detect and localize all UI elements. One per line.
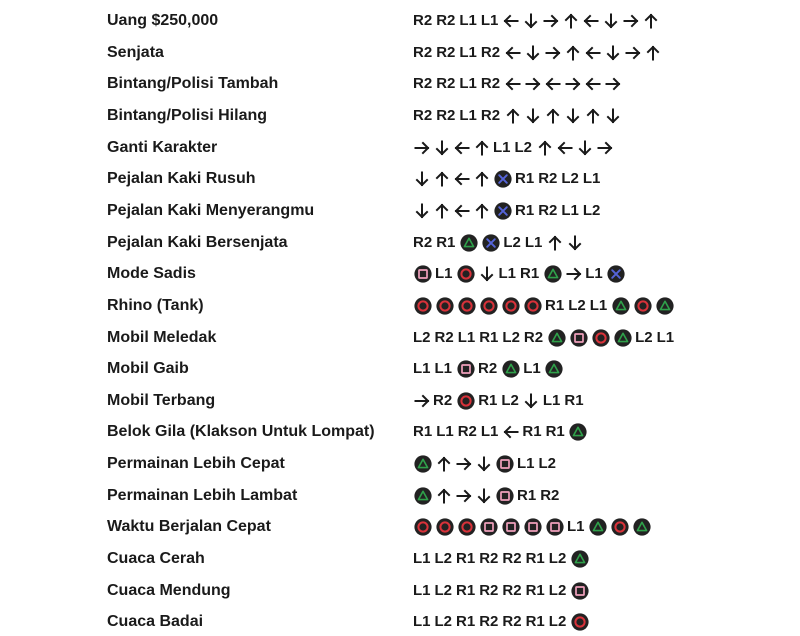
cheat-name: Pejalan Kaki Menyerangmu	[107, 201, 315, 219]
circle-button-icon	[456, 391, 475, 410]
square-button-icon	[456, 360, 475, 379]
shoulder-button-label: R2	[480, 106, 501, 124]
arrow-up-icon	[562, 12, 579, 30]
cheat-name: Cuaca Cerah	[107, 550, 205, 568]
cross-button-icon	[481, 233, 500, 252]
circle-button-icon	[457, 518, 476, 537]
arrow-left-icon	[504, 75, 521, 93]
shoulder-button-label: R2	[433, 391, 453, 409]
circle-button-icon	[570, 613, 589, 632]
arrow-down-icon	[475, 487, 492, 505]
cheat-code	[413, 484, 563, 508]
cross-button-icon	[493, 201, 512, 220]
shoulder-button-label: R1	[517, 486, 537, 504]
shoulder-button-label: L1	[585, 265, 603, 283]
shoulder-button-label: L1	[493, 138, 511, 156]
cheat-name: Ganti Karakter	[107, 138, 218, 156]
cheat-name: Pejalan Kaki Rusuh	[107, 170, 256, 188]
circle-button-icon	[435, 296, 454, 315]
triangle-button-icon	[589, 518, 608, 537]
shoulder-button-label: R1	[545, 296, 565, 314]
shoulder-button-label: R2	[538, 201, 558, 219]
triangle-button-icon	[613, 328, 632, 347]
arrow-right-icon	[413, 392, 430, 410]
arrow-left-icon	[453, 170, 470, 188]
cheat-code	[413, 389, 588, 413]
shoulder-button-label: L2	[434, 613, 453, 631]
cheat-row	[0, 577, 800, 605]
arrow-down-icon	[413, 202, 430, 220]
shoulder-button-label: L2	[548, 613, 567, 631]
cheat-row	[0, 513, 800, 541]
shoulder-button-label: R2	[502, 613, 522, 631]
shoulder-button-label: L1	[582, 170, 601, 188]
cheat-code	[413, 231, 586, 255]
shoulder-button-label: L1	[435, 265, 453, 283]
shoulder-button-label: L1	[517, 455, 535, 473]
arrow-right-icon	[624, 44, 641, 62]
cheat-code	[413, 579, 592, 603]
arrow-down-icon	[522, 12, 539, 30]
cheat-row	[0, 102, 800, 130]
circle-button-icon	[457, 296, 476, 315]
arrow-right-icon	[622, 12, 639, 30]
arrow-up-icon	[504, 107, 521, 125]
arrow-up-icon	[433, 170, 450, 188]
shoulder-button-label: L2	[413, 328, 431, 346]
cheat-name: Pejalan Kaki Bersenjata	[107, 233, 288, 251]
cheat-row	[0, 260, 800, 288]
arrow-down-icon	[479, 265, 496, 283]
triangle-button-icon	[501, 360, 520, 379]
cheat-name: Mobil Meledak	[107, 328, 217, 346]
shoulder-button-label: R2	[436, 106, 456, 124]
square-button-icon	[545, 518, 564, 537]
shoulder-button-label: R2	[523, 328, 544, 346]
shoulder-button-label: R1	[520, 265, 540, 283]
arrow-down-icon	[564, 107, 581, 125]
arrow-up-icon	[546, 234, 563, 252]
shoulder-button-label: R1	[545, 423, 565, 441]
cheat-name: Uang $250,000	[107, 12, 219, 29]
cheat-name: Mobil Terbang	[107, 391, 216, 409]
shoulder-button-label: R2	[413, 233, 433, 251]
triangle-button-icon	[413, 486, 432, 505]
shoulder-button-label: R2	[480, 43, 501, 61]
cheat-code	[413, 547, 592, 571]
shoulder-button-label: R2	[538, 170, 558, 188]
arrow-left-icon	[584, 44, 601, 62]
arrow-right-icon	[604, 75, 621, 93]
shoulder-button-label: R2	[436, 75, 456, 93]
triangle-button-icon	[547, 328, 566, 347]
shoulder-button-label: L1	[480, 423, 499, 441]
circle-button-icon	[457, 265, 476, 284]
arrow-up-icon	[584, 107, 601, 125]
shoulder-button-label: L1	[413, 550, 431, 568]
arrow-up-icon	[473, 202, 490, 220]
cheat-code	[413, 610, 592, 634]
cheat-code	[413, 326, 678, 350]
cheat-row	[0, 39, 800, 67]
cheat-name: Mobil Gaib	[107, 360, 189, 378]
arrow-left-icon	[544, 75, 561, 93]
shoulder-button-label: L2	[501, 391, 519, 409]
circle-button-icon	[591, 328, 610, 347]
cheat-code	[413, 167, 604, 191]
cheat-row	[0, 450, 800, 478]
cheat-name: Waktu Berjalan Cepat	[107, 518, 271, 536]
shoulder-button-label: R1	[479, 328, 499, 346]
arrow-down-icon	[433, 139, 450, 157]
shoulder-button-label: R1	[456, 613, 476, 631]
shoulder-button-label: L1	[498, 265, 517, 283]
arrow-up-icon	[544, 107, 561, 125]
shoulder-button-label: L1	[413, 360, 431, 378]
arrow-right-icon	[564, 75, 581, 93]
shoulder-button-label: R1	[478, 391, 498, 409]
shoulder-button-label: R1	[515, 170, 535, 188]
square-button-icon	[495, 455, 514, 474]
cheat-row	[0, 70, 800, 98]
triangle-button-icon	[459, 233, 478, 252]
cheat-row	[0, 545, 800, 573]
shoulder-button-label: R2	[413, 12, 433, 29]
cheat-row	[0, 7, 800, 35]
arrow-right-icon	[524, 75, 541, 93]
arrow-up-icon	[642, 12, 659, 30]
arrow-left-icon	[504, 44, 521, 62]
arrow-left-icon	[584, 75, 601, 93]
cheat-code	[413, 357, 567, 381]
cheat-code	[413, 136, 616, 160]
circle-button-icon	[611, 518, 630, 537]
cheat-name: Permainan Lebih Cepat	[107, 455, 285, 473]
shoulder-button-label: L1	[459, 75, 477, 93]
arrow-down-icon	[604, 44, 621, 62]
shoulder-button-label: L1	[459, 12, 477, 29]
arrow-down-icon	[523, 392, 540, 410]
cheat-name: Senjata	[107, 43, 164, 61]
arrow-left-icon	[453, 202, 470, 220]
arrow-right-icon	[565, 265, 582, 283]
arrow-down-icon	[566, 234, 583, 252]
circle-button-icon	[413, 296, 432, 315]
triangle-button-icon	[569, 423, 588, 442]
cross-button-icon	[607, 265, 626, 284]
shoulder-button-label: L1	[524, 233, 543, 251]
arrow-down-icon	[524, 107, 541, 125]
arrow-down-icon	[475, 455, 492, 473]
cheat-row	[0, 355, 800, 383]
shoulder-button-label: L1	[459, 43, 477, 61]
shoulder-button-label: R2	[413, 43, 433, 61]
shoulder-button-label: L2	[503, 233, 521, 251]
triangle-button-icon	[570, 550, 589, 569]
circle-button-icon	[523, 296, 542, 315]
cheat-code	[413, 420, 591, 444]
shoulder-button-label: L1	[434, 360, 453, 378]
shoulder-button-label: L2	[514, 138, 533, 156]
cheat-row	[0, 324, 800, 352]
triangle-button-icon	[633, 518, 652, 537]
shoulder-button-label: L1	[457, 328, 476, 346]
cheat-code	[413, 452, 560, 476]
shoulder-button-label: R2	[436, 43, 456, 61]
arrow-down-icon	[413, 170, 430, 188]
arrow-up-icon	[536, 139, 553, 157]
circle-button-icon	[501, 296, 520, 315]
shoulder-button-label: R1	[525, 550, 545, 568]
circle-button-icon	[435, 518, 454, 537]
shoulder-button-label: R1	[525, 613, 545, 631]
arrow-right-icon	[544, 44, 561, 62]
cheat-name: Rhino (Tank)	[107, 296, 204, 314]
cheat-row	[0, 387, 800, 415]
shoulder-button-label: L1	[413, 613, 431, 631]
square-button-icon	[479, 518, 498, 537]
shoulder-button-label: L1	[561, 201, 579, 219]
shoulder-button-label: L1	[589, 296, 608, 314]
shoulder-button-label: R1	[522, 423, 542, 441]
shoulder-button-label: R1	[456, 581, 476, 599]
cheat-name: Cuaca Badai	[107, 613, 204, 631]
shoulder-button-label: L2	[582, 201, 601, 219]
shoulder-button-label: L2	[434, 550, 453, 568]
cheat-row	[0, 418, 800, 446]
cheat-code	[413, 199, 604, 223]
cheat-row	[0, 608, 800, 636]
shoulder-button-label: R1	[525, 581, 545, 599]
shoulder-button-label: R2	[413, 106, 433, 124]
arrow-right-icon	[413, 139, 430, 157]
cheat-name: Permainan Lebih Lambat	[107, 486, 298, 504]
square-button-icon	[495, 486, 514, 505]
arrow-right-icon	[596, 139, 613, 157]
square-button-icon	[570, 581, 589, 600]
cheat-code	[413, 104, 624, 128]
shoulder-button-label: R2	[434, 328, 454, 346]
arrow-up-icon	[564, 44, 581, 62]
shoulder-button-label: R2	[413, 75, 433, 93]
shoulder-button-label: R2	[480, 75, 501, 93]
shoulder-button-label: L2	[538, 455, 557, 473]
shoulder-button-label: L1	[436, 423, 454, 441]
cheat-row	[0, 229, 800, 257]
triangle-button-icon	[611, 296, 630, 315]
shoulder-button-label: R2	[479, 550, 499, 568]
shoulder-button-label: L1	[480, 12, 499, 29]
shoulder-button-label: L2	[568, 296, 586, 314]
cheat-name: Belok Gila (Klakson Untuk Lompat)	[107, 423, 375, 441]
shoulder-button-label: L1	[656, 328, 675, 346]
triangle-button-icon	[545, 360, 564, 379]
circle-button-icon	[633, 296, 652, 315]
triangle-button-icon	[413, 455, 432, 474]
shoulder-button-label: R2	[436, 12, 456, 29]
arrow-left-icon	[582, 12, 599, 30]
shoulder-button-label: R2	[479, 581, 499, 599]
shoulder-button-label: R1	[564, 391, 584, 409]
arrow-down-icon	[576, 139, 593, 157]
shoulder-button-label: R1	[413, 423, 433, 441]
shoulder-button-label: L1	[523, 360, 541, 378]
arrow-up-icon	[473, 170, 490, 188]
shoulder-button-label: R2	[479, 613, 499, 631]
circle-button-icon	[413, 518, 432, 537]
cheat-name: Mode Sadis	[107, 265, 196, 283]
square-button-icon	[569, 328, 588, 347]
arrow-up-icon	[435, 487, 452, 505]
shoulder-button-label: L2	[548, 581, 567, 599]
cheat-name: Bintang/Polisi Tambah	[107, 75, 279, 93]
arrow-left-icon	[502, 12, 519, 30]
cheat-code	[413, 72, 624, 96]
shoulder-button-label: L1	[459, 106, 477, 124]
cheat-code	[413, 41, 664, 65]
cheat-row	[0, 482, 800, 510]
arrow-up-icon	[473, 139, 490, 157]
square-button-icon	[413, 265, 432, 284]
cross-button-icon	[493, 170, 512, 189]
shoulder-button-label: R2	[478, 360, 498, 378]
arrow-up-icon	[644, 44, 661, 62]
shoulder-button-label: L2	[635, 328, 653, 346]
cheat-code	[413, 262, 629, 286]
shoulder-button-label: R1	[456, 550, 476, 568]
arrow-up-icon	[435, 455, 452, 473]
arrow-down-icon	[524, 44, 541, 62]
arrow-right-icon	[455, 455, 472, 473]
arrow-down-icon	[604, 107, 621, 125]
shoulder-button-label: L2	[548, 550, 567, 568]
cheat-code	[413, 294, 677, 318]
arrow-right-icon	[455, 487, 472, 505]
cheat-name: Cuaca Mendung	[107, 581, 231, 599]
shoulder-button-label: R1	[515, 201, 535, 219]
cheat-code	[413, 515, 655, 539]
cheat-code	[413, 9, 662, 33]
cheat-row	[0, 292, 800, 320]
arrow-left-icon	[502, 423, 519, 441]
shoulder-button-label: L1	[413, 581, 431, 599]
shoulder-button-label: R2	[502, 550, 522, 568]
arrow-right-icon	[542, 12, 559, 30]
square-button-icon	[523, 518, 542, 537]
cheat-row	[0, 197, 800, 225]
shoulder-button-label: R2	[540, 486, 560, 504]
square-button-icon	[501, 518, 520, 537]
arrow-up-icon	[433, 202, 450, 220]
arrow-left-icon	[453, 139, 470, 157]
triangle-button-icon	[655, 296, 674, 315]
shoulder-button-label: L1	[567, 518, 585, 536]
shoulder-button-label: R2	[502, 581, 522, 599]
shoulder-button-label: L2	[561, 170, 579, 188]
shoulder-button-label: R2	[457, 423, 477, 441]
circle-button-icon	[479, 296, 498, 315]
cheat-row	[0, 165, 800, 193]
shoulder-button-label: R1	[436, 233, 456, 251]
arrow-down-icon	[602, 12, 619, 30]
cheat-name: Bintang/Polisi Hilang	[107, 106, 268, 124]
shoulder-button-label: L2	[502, 328, 520, 346]
shoulder-button-label: L1	[542, 391, 561, 409]
arrow-left-icon	[556, 139, 573, 157]
shoulder-button-label: L2	[434, 581, 453, 599]
triangle-button-icon	[543, 265, 562, 284]
cheat-row	[0, 134, 800, 162]
